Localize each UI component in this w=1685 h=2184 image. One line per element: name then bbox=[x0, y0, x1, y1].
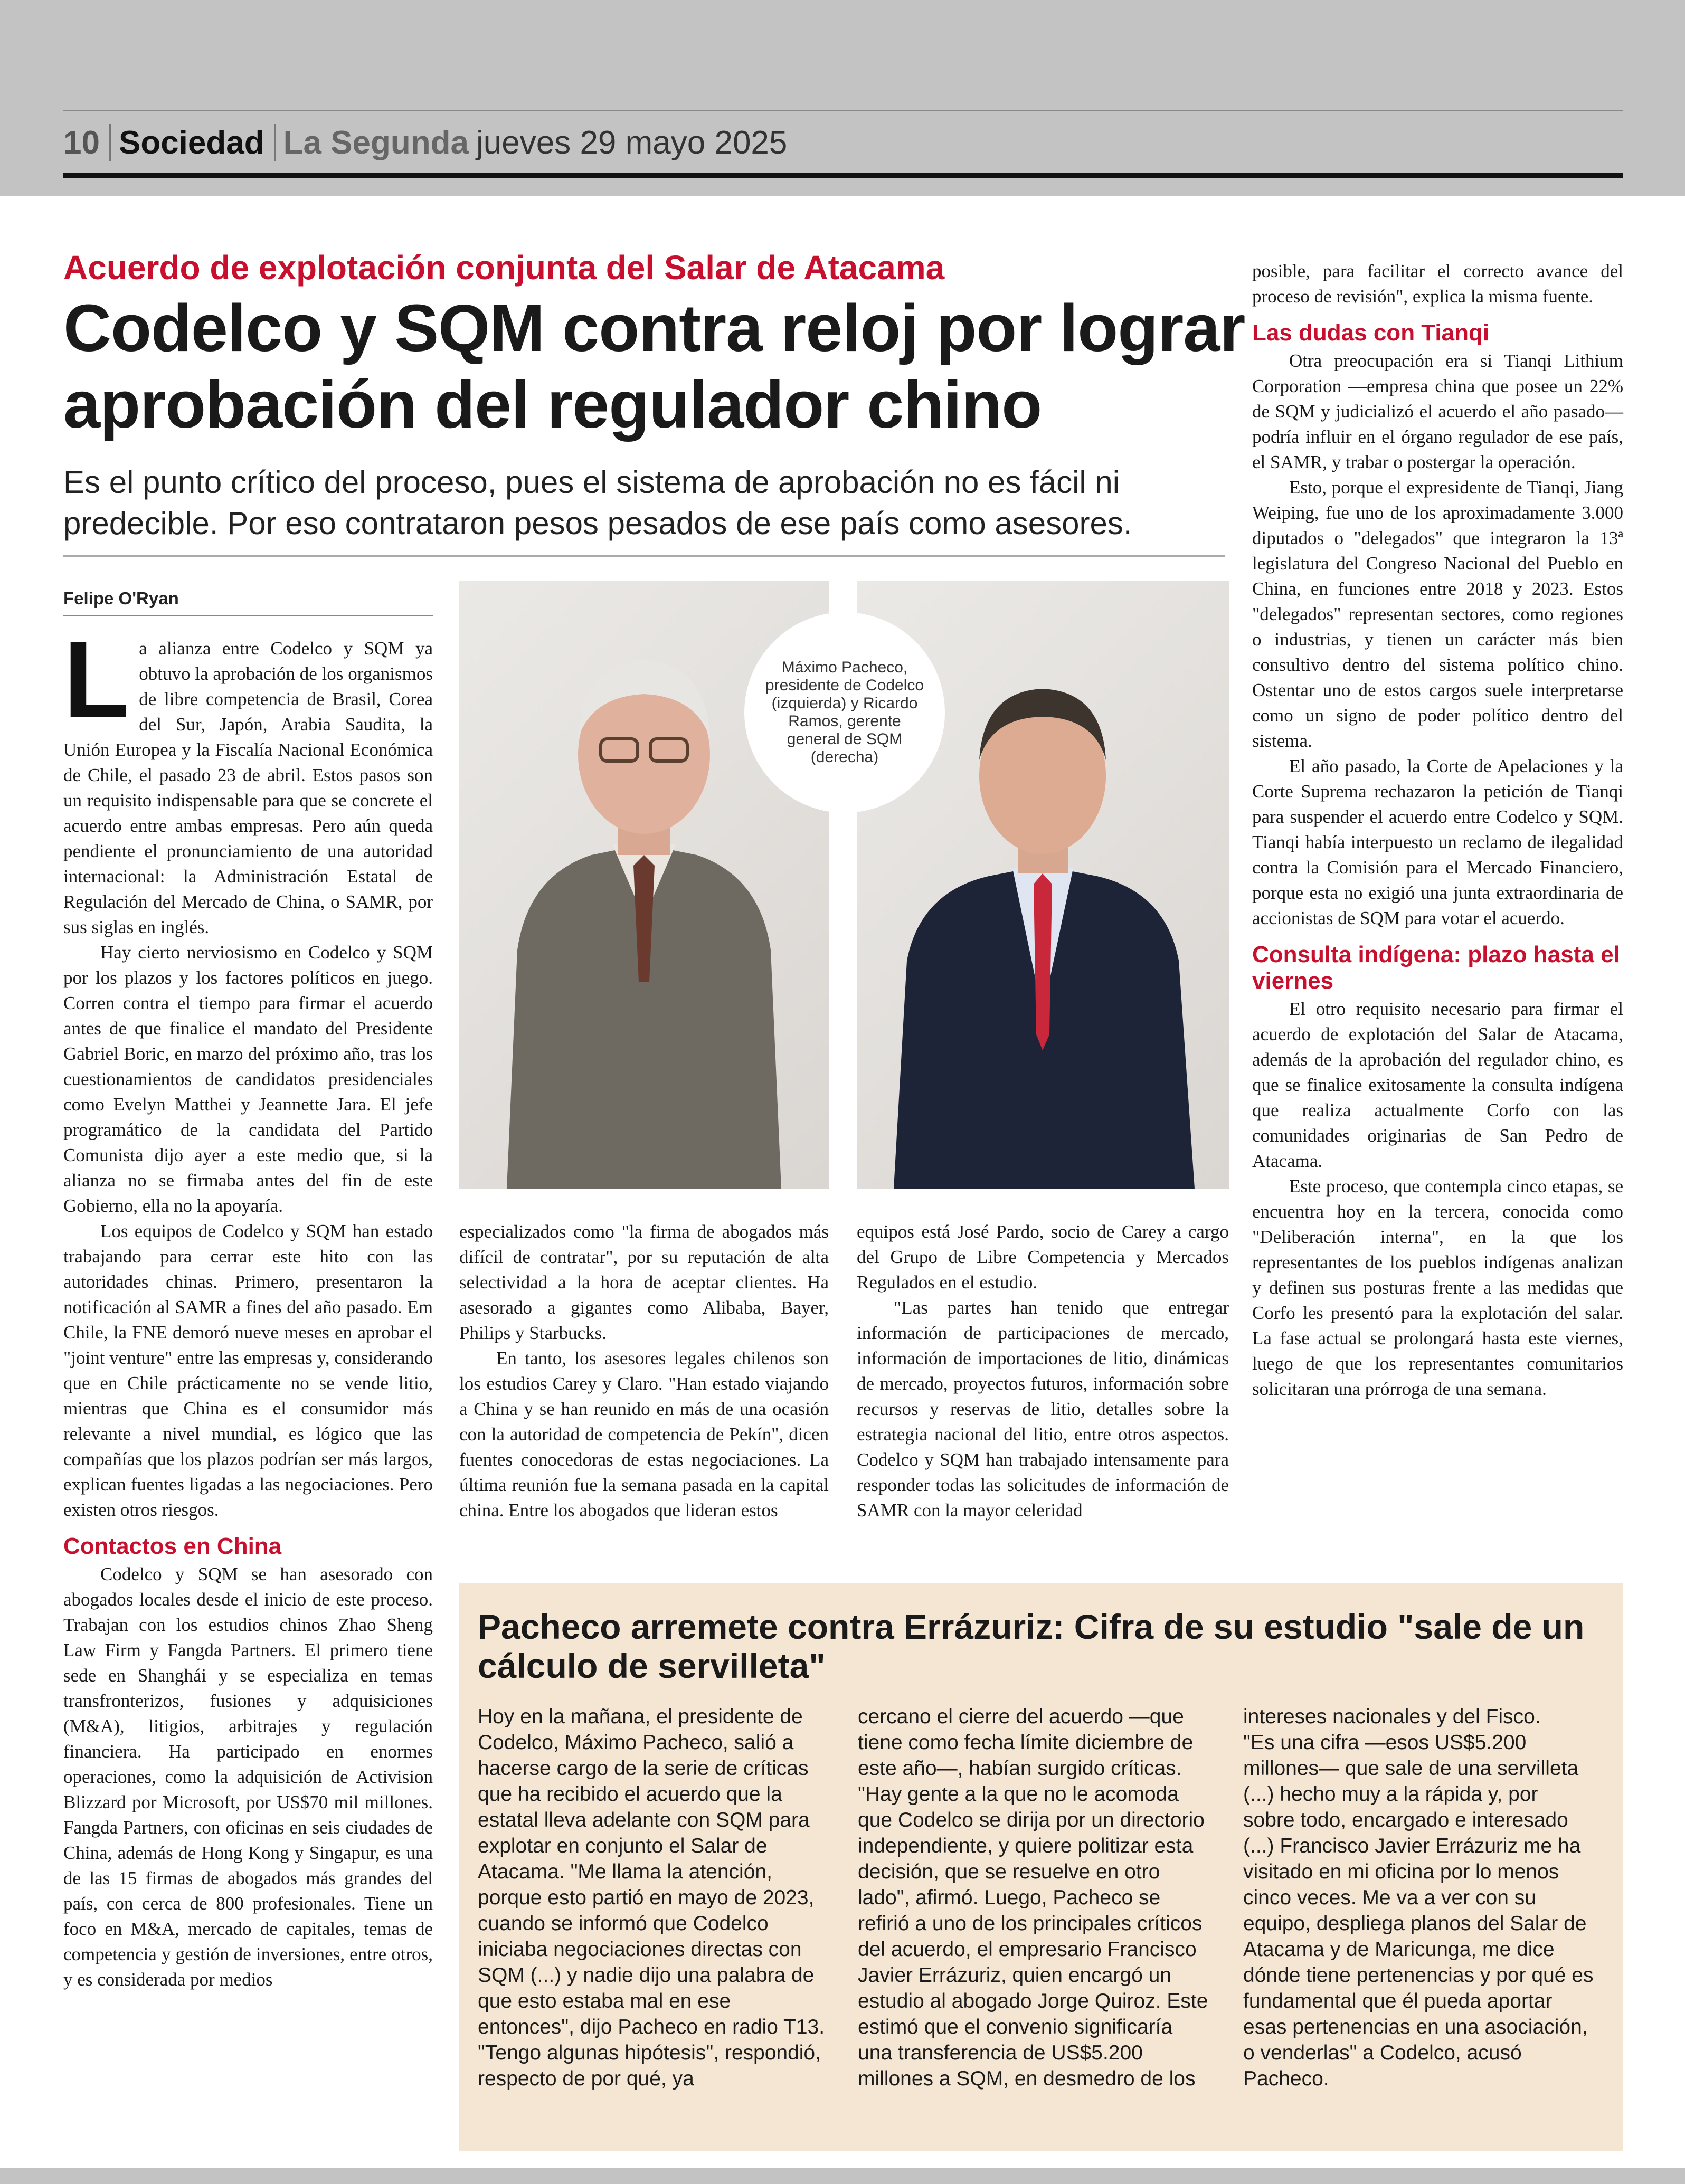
subhead-consulta: Consulta indígena: plazo hasta el viernes bbox=[1252, 942, 1620, 994]
article-kicker: Acuerdo de explotación conjunta del Salar de Atacama bbox=[63, 249, 945, 287]
sidebar-headline: Pacheco arremete contra Errázuriz: Cifra de su estudio "sale de un cálculo de servilleta" bbox=[478, 1607, 1585, 1685]
page-header bbox=[63, 116, 787, 169]
article-column-3 bbox=[857, 1219, 1229, 1523]
sidebar-column-3 bbox=[1243, 1704, 1594, 2092]
article-column-4 bbox=[1252, 259, 1623, 1402]
publication-name: La Segunda bbox=[283, 124, 469, 161]
byline-divider bbox=[63, 615, 433, 616]
paragraph: posible, para facilitar el correcto avance del proceso de revisión", explica la misma fuente. bbox=[1252, 261, 1623, 307]
header-divider bbox=[274, 124, 276, 161]
paragraph: Esto, porque el expresidente de Tianqi, Jiang Weiping, fue uno de los aproximadamente 3.000 diputados o "delegados" que integraron la 13ª legislatura del Congreso Nacional del Pueblo en China, en funciones entre 2018 y 2023. Estos "delegados" representan sectores, como regiones o industrias, y tienen un carácter más bien consultivo dentro del sistema político chino. Ostentar uno de estos cargos suele interpretarse como un signo de poder político dentro del sistema. bbox=[1252, 477, 1623, 751]
deck-divider bbox=[63, 555, 1225, 557]
page-number: 10 bbox=[63, 124, 100, 161]
header-divider bbox=[109, 124, 111, 161]
paragraph: Hay cierto nerviosismo en Codelco y SQM por los plazos y los factores políticos en juego. Corren contra el tiempo para firmar el acuerdo antes de que finalice el mandato del Presidente Gabriel Boric, en marzo del próximo año, tras los cuestionamientos de candidatos presidenciales como Evelyn Matthei y Jeannette Jara. El jefe programático de la candidata del Partido Comunista dijo ayer a este medio que, si la alianza no se firmaba antes del fin de este Gobierno, ella no la apoyaría. bbox=[63, 942, 433, 1216]
footer-band bbox=[0, 2168, 1685, 2184]
paragraph: Este proceso, que contempla cinco etapas, se encuentra hoy en la tercera, conocida como "Deliberación interna", en la que los representantes de los pueblos indígenas analizan y definen sus posturas frente a las medidas que Corfo les presentó para la explotación del salar. La fase actual se prolongará hasta este viernes, luego de que los representantes comunitarios solicitaran una prórroga de una semana. bbox=[1252, 1176, 1623, 1399]
drop-cap: L bbox=[63, 619, 130, 740]
subhead-contactos: Contactos en China bbox=[63, 1533, 282, 1559]
article-deck: Es el punto crítico del proceso, pues el sistema de aprobación no es fácil ni predecible. Por eso contrataron pesos pesados de ese país como asesores. bbox=[63, 464, 1132, 541]
article-column-2 bbox=[459, 1219, 829, 1523]
paragraph: Codelco y SQM se han asesorado con abogados locales desde el inicio de este proceso. Trabajan con los estudios chinos Zhao Sheng Law Firm y Fangda Partners. El primero tiene sede en Shanghái y se especializa en temas transfronterizos, fusiones y adquisiciones (M&A), litigios, arbitrajes y regulación financiera. Ha participado en enormes operaciones, como la adquisición de Activision Blizzard por Microsoft, por US$70 mil millones. Fangda Partners, con oficinas en seis ciudades de China, además de Hong Kong y Singapur, es una de las 15 firmas de abogados más grandes del país, con cerca de 800 profesionales. Tiene un foco en M&A, mercado de capitales, temas de competencia y gestión de inversiones, entre otros, y es considerada por medios bbox=[63, 1564, 433, 1990]
byline: Felipe O'Ryan bbox=[63, 588, 179, 608]
subhead-tianqi: Las dudas con Tianqi bbox=[1252, 320, 1490, 346]
sidebar-box bbox=[459, 1583, 1623, 2151]
paragraph: Otra preocupación era si Tianqi Lithium Corporation —empresa china que posee un 22% de SQM y judicializó el acuerdo el año pasado— podría influir en el órgano regulador de ese país, el SAMR, y trabar o postergar la operación. bbox=[1252, 350, 1623, 472]
sidebar-paragraph: "Es una cifra —esos US$5.200 millones— que sale de una servilleta (...) hecho muy a la rápida y, por sobre todo, encargado e interesado (...) Francisco Javier Errázuriz me ha visitado en mi oficina por lo menos cinco veces. Me va a ver con su equipo, despliega planos del Salar de Atacama y de Maricunga, me dice dónde tiene pertenencias y por qué es fundamental que él pueda aportar esas pertenencias en una asociación, o venderlas" a Codelco, acusó Pacheco. bbox=[1243, 1731, 1594, 2090]
paragraph: El año pasado, la Corte de Apelaciones y la Corte Suprema rechazaron la petición de Tianqi para suspender el acuerdo entre Codelco y SQM. Tianqi había interpuesto un reclamo de ilegalidad contra la Comisión para el Mercado Financiero, porque esta no exigió una junta extraordinaria de accionistas de SQM para votar el acuerdo. bbox=[1252, 756, 1623, 928]
header-rule-top bbox=[63, 110, 1623, 111]
paragraph: a alianza entre Codelco y SQM ya obtuvo la aprobación de los organismos de libre competencia de Brasil, Corea del Sur, Japón, Arabia Saudita, la Unión Europea y la Fiscalía Nacional Económica de Chile, el pasado 23 de abril. Estos pasos son un requisito indispensable para que se concrete el acuerdo entre ambas empresas. Pero aún queda pendiente el pronunciamiento de una autoridad internacional: la Administración Estatal de Regulación del Mercado de China, o SAMR, por sus siglas en inglés. bbox=[63, 638, 433, 937]
issue-date: jueves 29 mayo 2025 bbox=[476, 124, 788, 161]
paragraph: equipos está José Pardo, socio de Carey a cargo del Grupo de Libre Competencia y Mercados Regulados en el estudio. bbox=[857, 1221, 1229, 1293]
article-headline: Codelco y SQM contra reloj por lograr aprobación del regulador chino bbox=[63, 291, 1245, 442]
article-column-1 bbox=[63, 619, 433, 1992]
header-rule-bottom bbox=[63, 173, 1623, 178]
sidebar-column-1: Hoy en la mañana, el presidente de Codelco, Máximo Pacheco, salió a hacerse cargo de la serie de críticas que ha recibido el acuerdo que la estatal lleva adelante con SQM para explotar en conjunto el Salar de Atacama. "Me llama la atención, porque esto partió en mayo de 2023, cuando se informó que Codelco iniciaba negociaciones directas con SQM (...) y nadie dijo una palabra de que esto estaba mal en ese entonces", dijo Pacheco en radio T13. "Tengo algunas hipótesis", respondió, respecto de por qué, ya bbox=[478, 1705, 825, 2090]
paragraph: El otro requisito necesario para firmar el acuerdo de explotación del Salar de Atacama, además de la aprobación del regulador chino, es que se finalice exitosamente la consulta indígena que realiza actualmente Corfo con las comunidades originarias de San Pedro de Atacama. bbox=[1252, 999, 1623, 1171]
paragraph: En tanto, los asesores legales chilenos son los estudios Carey y Claro. "Han estado viajando a China y se han reunido en más de una ocasión con la autoridad de competencia de Pekín", dicen fuentes conocedoras de estas negociaciones. La última reunión fue la semana pasada en la capital china. Entre los abogados que lideran estos bbox=[459, 1348, 829, 1521]
sidebar-column-2: cercano el cierre del acuerdo —que tiene como fecha límite diciembre de este año—, habían surgido críticas. "Hay gente a la que no le acomoda que Codelco se dirija por un directorio independiente, y quiere politizar esta decisión, que se resuelve en otro lado", afirmó. Luego, Pacheco se refirió a uno de los principales críticos del acuerdo, el empresario Francisco Javier Errázuriz, quien encargó un estudio al abogado Jorge Quiroz. Este estimó que el convenio significaría una transferencia de US$5.200 millones a SQM, en desmedro de los bbox=[858, 1705, 1208, 2090]
paragraph: Los equipos de Codelco y SQM han estado trabajando para cerrar este hito con las autoridades chinas. Primero, presentaron la notificación al SAMR a fines del año pasado. Em Chile, la FNE demoró nueve meses en aprobar el "joint venture" entre las empresas y, considerando que en Chile prácticamente no se vende litio, mientras que China es el consumidor más relevante a nivel mundial, es lógico que las compañías que los plazos podrían ser más largos, explican fuentes ligadas a las negociaciones. Pero existen otros riesgos. bbox=[63, 1221, 433, 1520]
photo-caption: Máximo Pacheco, presidente de Codelco (izquierda) y Ricardo Ramos, gerente general de SQM (derecha) bbox=[744, 612, 945, 813]
sidebar-paragraph: intereses nacionales y del Fisco. bbox=[1243, 1705, 1541, 1728]
paragraph: "Las partes han tenido que entregar información de participaciones de mercado, información de importaciones de litio, dinámicas de mercado, proyectos futuros, información sobre recursos y reservas de litio, detalles sobre la estrategia nacional del litio, entre otros aspectos. Codelco y SQM han trabajado intensamente para responder todas las solicitudes de información de SAMR con la mayor celeridad bbox=[857, 1297, 1229, 1521]
paragraph: especializados como "la firma de abogados más difícil de contratar", por su reputación de alta selectividad a la hora de aceptar clientes. Ha asesorado a gigantes como Alibaba, Bayer, Philips y Starbucks. bbox=[459, 1221, 829, 1343]
header-band bbox=[0, 0, 1685, 196]
section-name: Sociedad bbox=[118, 124, 264, 161]
